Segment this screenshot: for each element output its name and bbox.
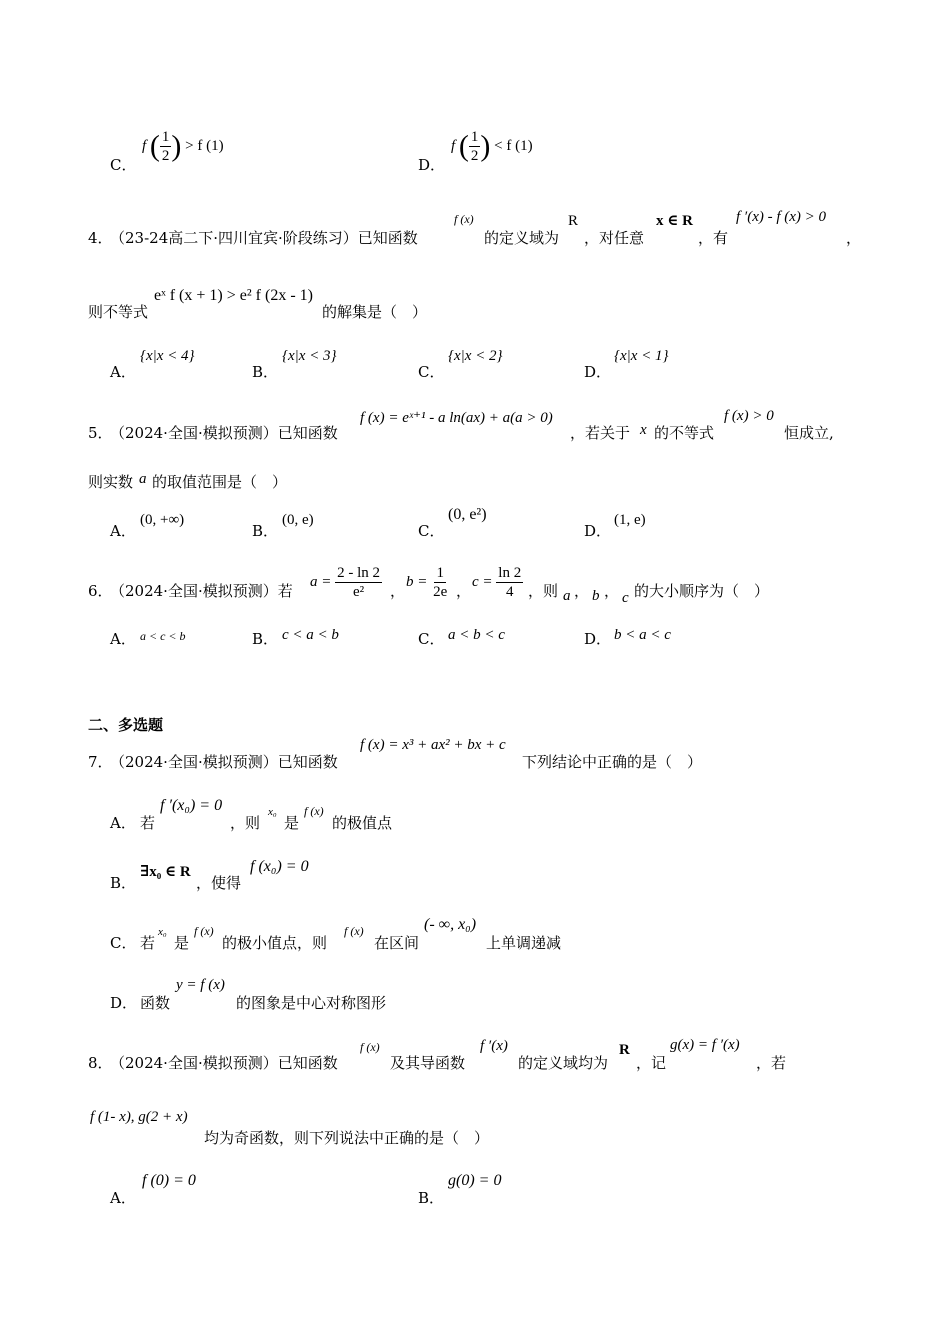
q8-text-if: ，若 — [756, 1054, 787, 1072]
q6-text-then: ，则 — [528, 582, 559, 600]
q8-option-b-value: g(0) = 0 — [448, 1172, 502, 1189]
q4-text-inequality: 则不等式 — [88, 303, 149, 321]
q4-condition-x: x ∈ R — [656, 213, 693, 229]
q7-option-c-is: 是 — [174, 934, 190, 952]
q3-option-c-expression: f ( $\frac{1}{2}$ ) > f (1) — [142, 129, 224, 164]
q4-option-b-value: {x|x < 3} — [282, 348, 337, 364]
q4-func-f: f (x) — [454, 212, 474, 226]
q6-option-d-value: b < a < c — [614, 627, 671, 643]
q5-text-real: 则实数 — [88, 473, 134, 491]
q7-option-a-derivative: f ′(x₀) = 0 — [160, 797, 223, 814]
q8-text-derivative: 及其导函数 — [390, 1054, 466, 1072]
q8-text-intro: （2024·全国·模拟预测）已知函数 — [110, 1054, 338, 1072]
q8-option-a-label: A． — [110, 1189, 136, 1207]
q7-option-a-is: 是 — [284, 814, 300, 832]
q4-option-c-value: {x|x < 2} — [448, 348, 503, 364]
q7-option-c-interval-text: 在区间 — [374, 934, 420, 952]
q5-text-ineq: 的不等式 — [654, 424, 715, 442]
q6-c-definition: c = $\frac{\ln 2}{4}$ — [472, 565, 522, 600]
q8-func-g: g(x) = f ′(x) — [670, 1037, 740, 1053]
q6-comma-1: ， — [574, 582, 590, 600]
q7-option-c-f1: f (x) — [194, 924, 214, 938]
q6-option-c-value: a < b < c — [448, 627, 505, 643]
q6-option-b-value: c < a < b — [282, 627, 339, 643]
q8-text-denote: ，记 — [636, 1054, 667, 1072]
q6-var-c: c — [622, 590, 629, 606]
q7-number: 7． — [88, 753, 113, 771]
q8-text-question: 均为奇函数，则下列说法中正确的是（ ） — [204, 1129, 490, 1147]
q7-text-question: 下列结论中正确的是（ ） — [522, 753, 703, 771]
q3-option-c-label: C． — [110, 156, 137, 174]
q5-option-b-value: (0, e) — [282, 512, 314, 528]
q5-text-always: 恒成立, — [784, 424, 834, 442]
q8-func-fprime: f ′(x) — [480, 1038, 508, 1054]
q4-text-domain: 的定义域为 — [484, 229, 560, 247]
q7-option-c-if: 若 — [140, 934, 156, 952]
q8-text-domain: 的定义域均为 — [518, 1054, 609, 1072]
q7-option-d-function: 函数 — [140, 994, 171, 1012]
q7-option-d-symmetric: 的图象是中心对称图形 — [236, 994, 387, 1012]
q6-sep-1: ， — [390, 582, 406, 600]
section-title-multiple-choice: 二、多选题 — [88, 716, 164, 734]
q5-option-d-label: D． — [584, 522, 612, 540]
q6-b-definition: b = $\frac{1}{2e}$ — [406, 565, 448, 600]
q7-option-c-decreasing: 上单调递减 — [486, 934, 562, 952]
q4-text-solution: 的解集是（ ） — [322, 303, 428, 321]
q6-var-a: a — [563, 588, 571, 604]
q4-number: 4． — [88, 229, 113, 247]
q5-text-range: 的取值范围是（ ） — [152, 473, 288, 491]
q6-option-b-label: B． — [252, 630, 279, 648]
q6-a-definition: a = $\frac{2 - \ln 2}{\text{e²}}$ — [310, 565, 381, 600]
q4-option-a-label: A． — [110, 363, 136, 381]
q7-option-c-f2: f (x) — [344, 924, 364, 938]
q7-option-a-if: 若 — [140, 814, 156, 832]
q5-option-a-label: A． — [110, 522, 136, 540]
q7-option-b-such-that: ，使得 — [196, 874, 242, 892]
q5-inequality: f (x) > 0 — [724, 408, 774, 424]
q7-function: f (x) = x³ + ax² + bx + c — [360, 737, 506, 753]
q7-option-a-x0: x₀ — [268, 806, 277, 818]
q4-option-d-value: {x|x < 1} — [614, 348, 669, 364]
q5-option-b-label: B． — [252, 522, 279, 540]
q7-text-intro: （2024·全国·模拟预测）已知函数 — [110, 753, 338, 771]
q6-sep-2: ， — [456, 582, 472, 600]
q6-option-a-value: a < c < b — [140, 629, 186, 643]
q7-option-a-then: ，则 — [230, 814, 261, 832]
q4-option-c-label: C． — [418, 363, 445, 381]
q7-option-a-f: f (x) — [304, 804, 324, 818]
q3-option-d-label: D． — [418, 156, 446, 174]
q7-option-a-label: A． — [110, 814, 136, 832]
q6-var-b: b — [592, 588, 600, 604]
q6-text-intro: （2024·全国·模拟预测）若 — [110, 582, 293, 600]
q5-option-a-value: (0, +∞) — [140, 512, 185, 528]
q5-number: 5． — [88, 424, 113, 442]
q8-func-f: f (x) — [360, 1040, 380, 1054]
q6-text-order: 的大小顺序为（ ） — [634, 582, 770, 600]
q8-odd-functions: f (1- x), g(2 + x) — [90, 1109, 188, 1125]
q4-option-a-value: {x|x < 4} — [140, 348, 195, 364]
q6-option-a-label: A． — [110, 630, 136, 648]
q4-option-b-label: B． — [252, 363, 279, 381]
q7-option-c-x0: x₀ — [158, 926, 167, 938]
q7-option-c-minimum: 的极小值点，则 — [222, 934, 328, 952]
q7-option-b-equation: f (x₀) = 0 — [250, 858, 309, 875]
q8-number: 8． — [88, 1054, 113, 1072]
q5-text-about: ，若关于 — [570, 424, 631, 442]
q6-option-d-label: D． — [584, 630, 612, 648]
q7-option-d-equation: y = f (x) — [176, 977, 225, 993]
q7-option-b-exists: ∃x₀ ∈ R — [140, 864, 191, 880]
q7-option-a-extremum: 的极值点 — [332, 814, 393, 832]
q3-option-d-expression: f ( $\frac{1}{2}$ ) < f (1) — [451, 129, 533, 164]
q7-option-d-label: D． — [110, 994, 138, 1012]
q4-condition-derivative: f ′(x) - f (x) > 0 — [736, 209, 827, 225]
q8-option-a-value: f (0) = 0 — [142, 1172, 196, 1189]
q4-option-d-label: D． — [584, 363, 612, 381]
q5-option-c-value: (0, e²) — [448, 506, 487, 523]
q7-option-c-label: C． — [110, 934, 137, 952]
q5-option-d-value: (1, e) — [614, 512, 646, 528]
q8-R: R — [619, 1042, 630, 1058]
q5-option-c-label: C． — [418, 522, 445, 540]
q4-comma: ， — [846, 229, 862, 247]
q4-text-have: ，有 — [698, 229, 729, 247]
q7-option-c-interval: (- ∞, x₀) — [424, 916, 477, 933]
q6-number: 6． — [88, 582, 113, 600]
q6-comma-2: ， — [604, 582, 620, 600]
q7-option-b-label: B． — [110, 874, 137, 892]
q4-text-intro: （23-24高二下·四川宜宾·阶段练习）已知函数 — [110, 229, 418, 247]
q5-text-intro: （2024·全国·模拟预测）已知函数 — [110, 424, 338, 442]
q4-inequality: eˣ f (x + 1) > e² f (2x - 1) — [154, 287, 313, 304]
q6-option-c-label: C． — [418, 630, 445, 648]
q8-option-b-label: B． — [418, 1189, 445, 1207]
q5-var-a: a — [139, 471, 147, 487]
q5-var-x: x — [640, 422, 647, 438]
q4-text-any: ，对任意 — [584, 229, 645, 247]
q4-R: R — [568, 213, 579, 229]
q5-function: f (x) = eˣ⁺¹ - a ln(ax) + a(a > 0) — [360, 410, 553, 426]
